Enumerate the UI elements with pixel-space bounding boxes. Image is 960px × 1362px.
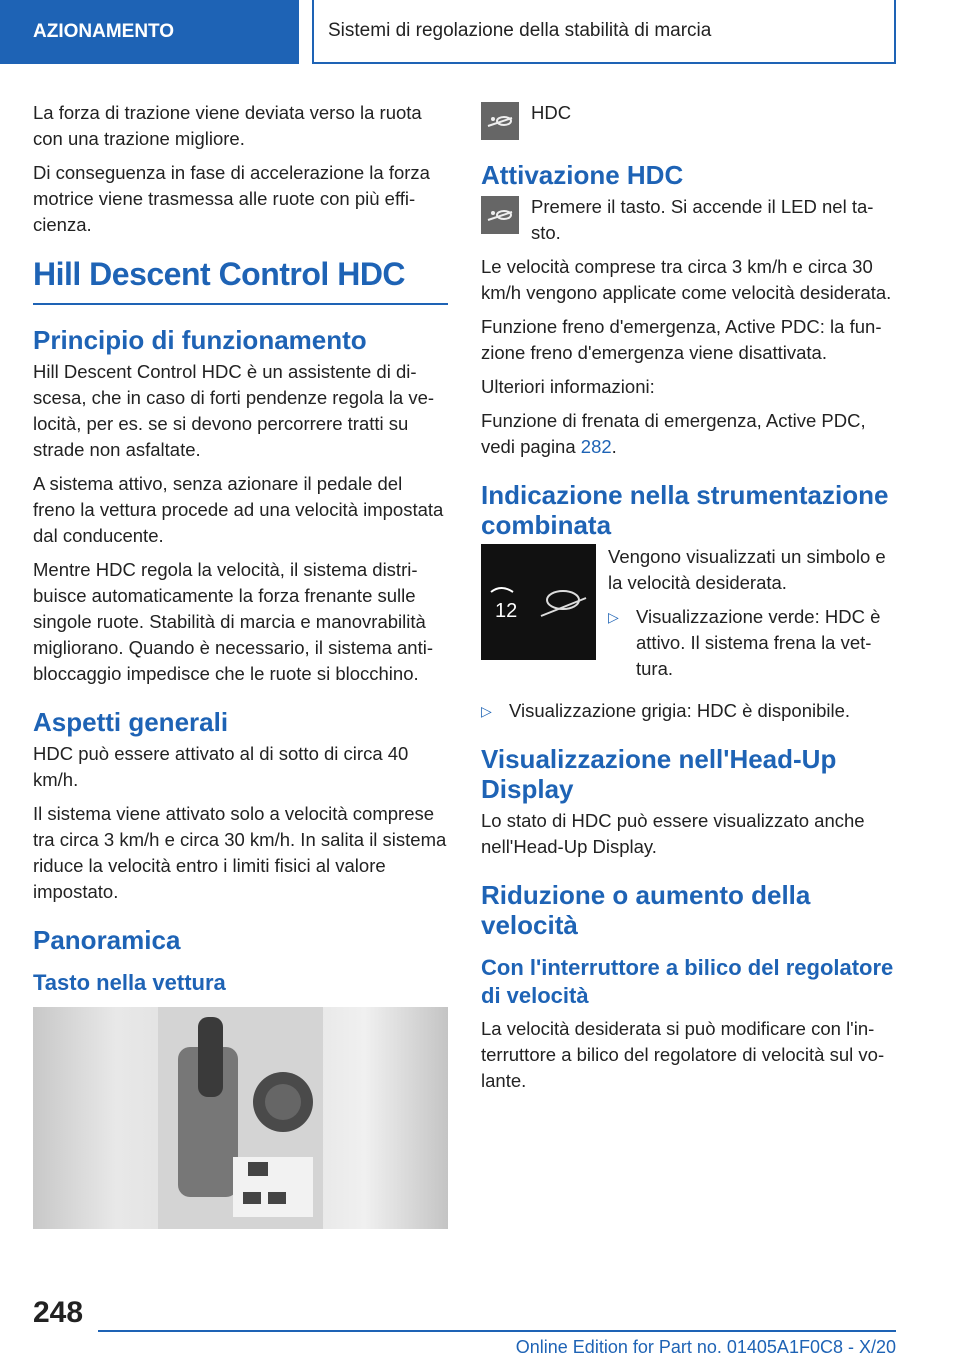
page-number: 248: [33, 1296, 84, 1329]
hdc-car-slope-icon: [481, 196, 519, 234]
footer-divider: [98, 1330, 896, 1332]
page-link[interactable]: 282: [580, 436, 612, 457]
paragraph: Il sistema viene attivato solo a velocità comprese tra circa 3 km/h e circa 30 km/h. In salita il sistema riduce la velocità entro i limiti fisici al valore impostato.: [33, 803, 447, 902]
right-column: [481, 100, 896, 1102]
header-section: AZIONAMENTO: [0, 0, 299, 64]
ref-text: Funzione di frenata di emergenza, Active PDC, vedi pagina: [481, 410, 866, 457]
paragraph: Le velocità comprese tra circa 3 km/h e circa 30 km/h vengono applicate come velocità desiderata.: [481, 256, 892, 303]
paragraph: [481, 408, 896, 460]
heading-tasto: Tasto nella vettura: [33, 970, 226, 995]
heading-attivazione: Attivazione HDC: [481, 160, 684, 190]
list-item: [608, 604, 896, 682]
paragraph: Di conseguenza in fase di accelerazione la forza motrice viene trasmessa alle ruote con più efficienza.: [33, 162, 430, 235]
cluster-row: [481, 544, 896, 690]
paragraph: HDC può essere attivato al di sotto di circa 40 km/h.: [33, 743, 409, 790]
hdc-press-row: [481, 194, 896, 246]
left-column: [33, 100, 448, 1229]
header-title-text: Sistemi di regolazione della stabilità di marcia: [328, 20, 712, 41]
paragraph: Lo stato di HDC può essere visualizzato anche nell'Head-Up Display.: [481, 810, 865, 857]
list-item: [481, 698, 896, 724]
header-title: [312, 0, 896, 64]
heading-aspetti: Aspetti generali: [33, 707, 229, 737]
instrument-cluster-image: [481, 544, 596, 660]
hdc-label: HDC: [531, 102, 572, 123]
heading-indicazione: Indicazione nella strumentazione combinata: [481, 480, 889, 540]
heading-interruttore: Con l'interruttore a bilico del regolatore di velocità: [481, 955, 894, 1008]
heading-principio: Principio di funzionamento: [33, 325, 367, 355]
bullet-text: Visualizzazione verde: HDC è attivo. Il sistema frena la vettura.: [636, 606, 881, 679]
console-illustration: [33, 1007, 448, 1229]
center-console-photo: [33, 1007, 448, 1229]
hdc-car-slope-icon: [481, 102, 519, 140]
paragraph: La forza di trazione viene deviata verso la ruota con una trazione migliore.: [33, 102, 422, 149]
paragraph: La velocità desiderata si può modificare con l'interruttore a bilico del regolatore di velocità sul volante.: [481, 1018, 885, 1091]
main-heading: Hill Descent Control HDC: [33, 256, 448, 305]
heading-headup: Visualizzazione nell'Head-Up Display: [481, 744, 837, 804]
cluster-speed: 12: [495, 600, 518, 622]
ref-end: .: [611, 436, 617, 457]
cluster-description: [608, 544, 896, 690]
triangle-bullet-icon: ▷: [481, 703, 492, 719]
paragraph: Ulteriori informazioni:: [481, 376, 655, 397]
press-instruction: Premere il tasto. Si accende il LED nel tasto.: [531, 196, 874, 243]
paragraph: Funzione freno d'emergenza, Active PDC: la funzione freno d'emergenza viene disattivata.: [481, 316, 882, 363]
paragraph: Mentre HDC regola la velocità, il sistema distribuisce automaticamente la forza frenante sulle singole ruote. Stabilità di marcia e manovrabilità migliorano. Quando è necessario, il sistema antibloccaggio impedisce che le ruote si blocchino.: [33, 559, 434, 684]
paragraph: Hill Descent Control HDC è un assistente di discesa, che in caso di forti pendenze regola la velocità, per es. se si devono percorrere tratti su strade non asfaltate.: [33, 361, 435, 460]
footer-edition: Online Edition for Part no. 01405A1F0C8 - X/20: [515, 1337, 896, 1357]
bullet-text: Visualizzazione grigia: HDC è disponibile.: [509, 700, 851, 721]
paragraph: A sistema attivo, senza azionare il pedale del freno la vettura procede ad una velocità impostata dal conducente.: [33, 473, 444, 546]
hdc-button-row: [481, 100, 896, 140]
paragraph: Vengono visualizzati un simbolo e la velocità desiderata.: [608, 546, 886, 593]
heading-panoramica: Panoramica: [33, 925, 181, 955]
heading-riduzione: Riduzione o aumento della velocità: [481, 880, 811, 940]
triangle-bullet-icon: ▷: [608, 609, 619, 625]
